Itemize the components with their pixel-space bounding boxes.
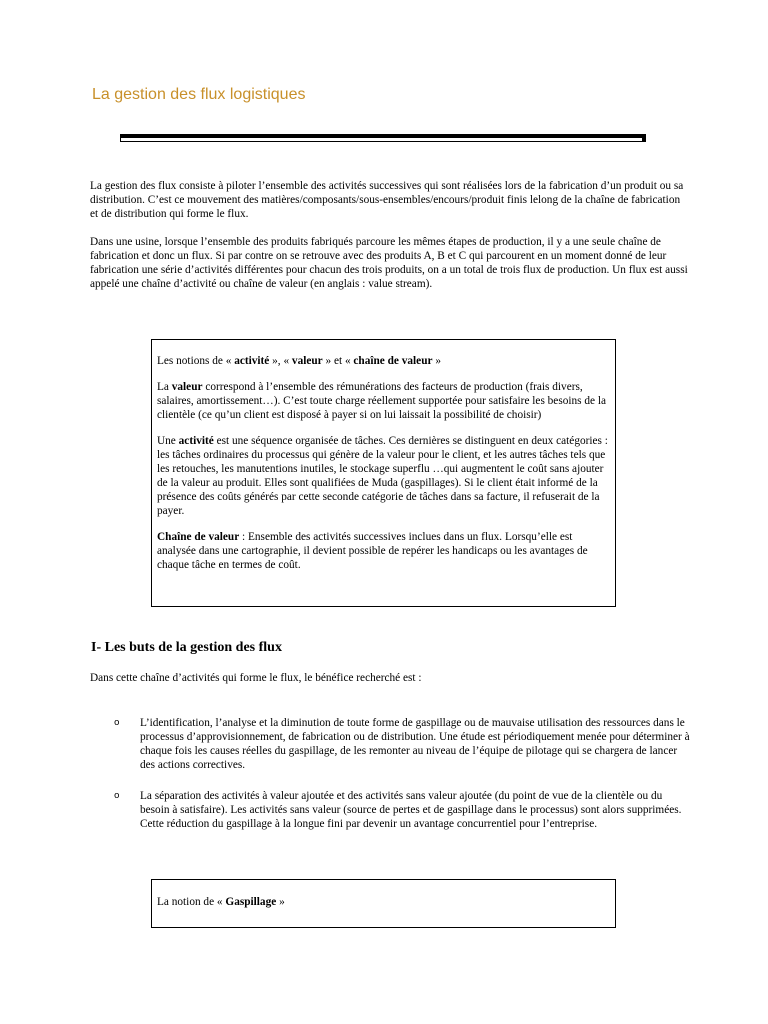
notions-box [151,339,616,607]
chaine-definition: Chaîne de valeur : Ensemble des activités successives inclues dans un flux. Lorsqu’elle est analysée dans une cartographie, il devient possible de repérer les handicaps ou les avantages de chaque tâche en termes de coût. [157,531,588,571]
term-activite: activité [234,355,270,367]
bullet-circle-icon: o [114,718,120,728]
gaspillage-heading: La notion de « Gaspillage » [157,896,285,908]
section-lead: Dans cette chaîne d’activités qui forme le flux, le bénéfice recherché est : [90,672,422,684]
bullet-circle-icon: o [114,791,120,801]
term-valeur: valeur [291,355,323,367]
title-rule-bar [120,134,646,142]
notions-heading: Les notions de « activité », « valeur » et « chaîne de valeur » [157,355,441,367]
list-item: o L’identification, l’analyse et la diminution de toute forme de gaspillage ou de mauvaise utilisation des ressources dans le processus d’approvisionnement, de fabrication ou de distribution. Une étude est périodiquement menée pour déterminer à chaque fois les causes réelles du gaspillage, de les remonter au niveau de l’équipe de pilotage qui se chargera de lancer des actions correctives. [114,717,690,771]
term-gaspillage: Gaspillage [225,896,277,908]
section-title-buts: I- Les buts de la gestion des flux [91,640,282,655]
list-item: o La séparation des activités à valeur ajoutée et des activités sans valeur ajoutée (du point de vue de la clientèle ou du besoin à satisfaire). Les activités sans valeur (source de pertes et de gaspillage dans le processus) sont alors supprimées. Cette réduction du gaspillage à la longue fini par devenir un avantage concurrentiel pour l’entreprise. [114,790,682,830]
document-title: La gestion des flux logistiques [92,86,306,103]
gaspillage-box [151,879,616,928]
intro-paragraph-2: Dans une usine, lorsque l’ensemble des produits fabriqués parcoure les mêmes étapes de production, il y a une seule chaîne de fabrication et donc un flux. Si par contre on se retrouve avec des produits A, B et C qui parcourent en un moment donné de leur fabrication une série d’activités différentes pour chacun des trois produits, on a un total de trois flux de production. Un flux est aussi appelé une chaîne d’activité ou chaîne de valeur (en anglais : value stream). [90,236,688,290]
term-chaine-de-valeur: chaîne de valeur [353,355,433,367]
activite-definition: Une activité est une séquence organisée de tâches. Ces dernières se distinguent en deux catégories : les tâches ordinaires du processus qui génère de la valeur pour le client, et les autres tâches tels que les retouches, les manutentions inutiles, le stockage superflu …qui augmentent le coût sans ajouter de la valeur au produit. Elles sont qualifiées de Muda (gaspillages). Si le client était informé de la présence des coûts générés par cette seconde catégorie de tâches dans sa facture, il refuserait de la payer. [157,435,608,517]
valeur-definition: La valeur correspond à l’ensemble des rémunérations des facteurs de production (frais divers, salaires, amortissement…). C’est toute charge réellement supportée pour satisfaire les besoins de la clientèle (ce qu’un client est disposé à payer si on lui laissait la possibilité de choisir) [157,381,607,421]
intro-paragraph-1: La gestion des flux consiste à piloter l’ensemble des activités successives qui sont réalisées lors de la fabrication d’un produit ou sa distribution. C’est ce mouvement des matières/composants/sous-ensembles/encours/produit finis lelong de la chaîne de fabrication et de distribution qui forme le flux. [90,180,684,220]
